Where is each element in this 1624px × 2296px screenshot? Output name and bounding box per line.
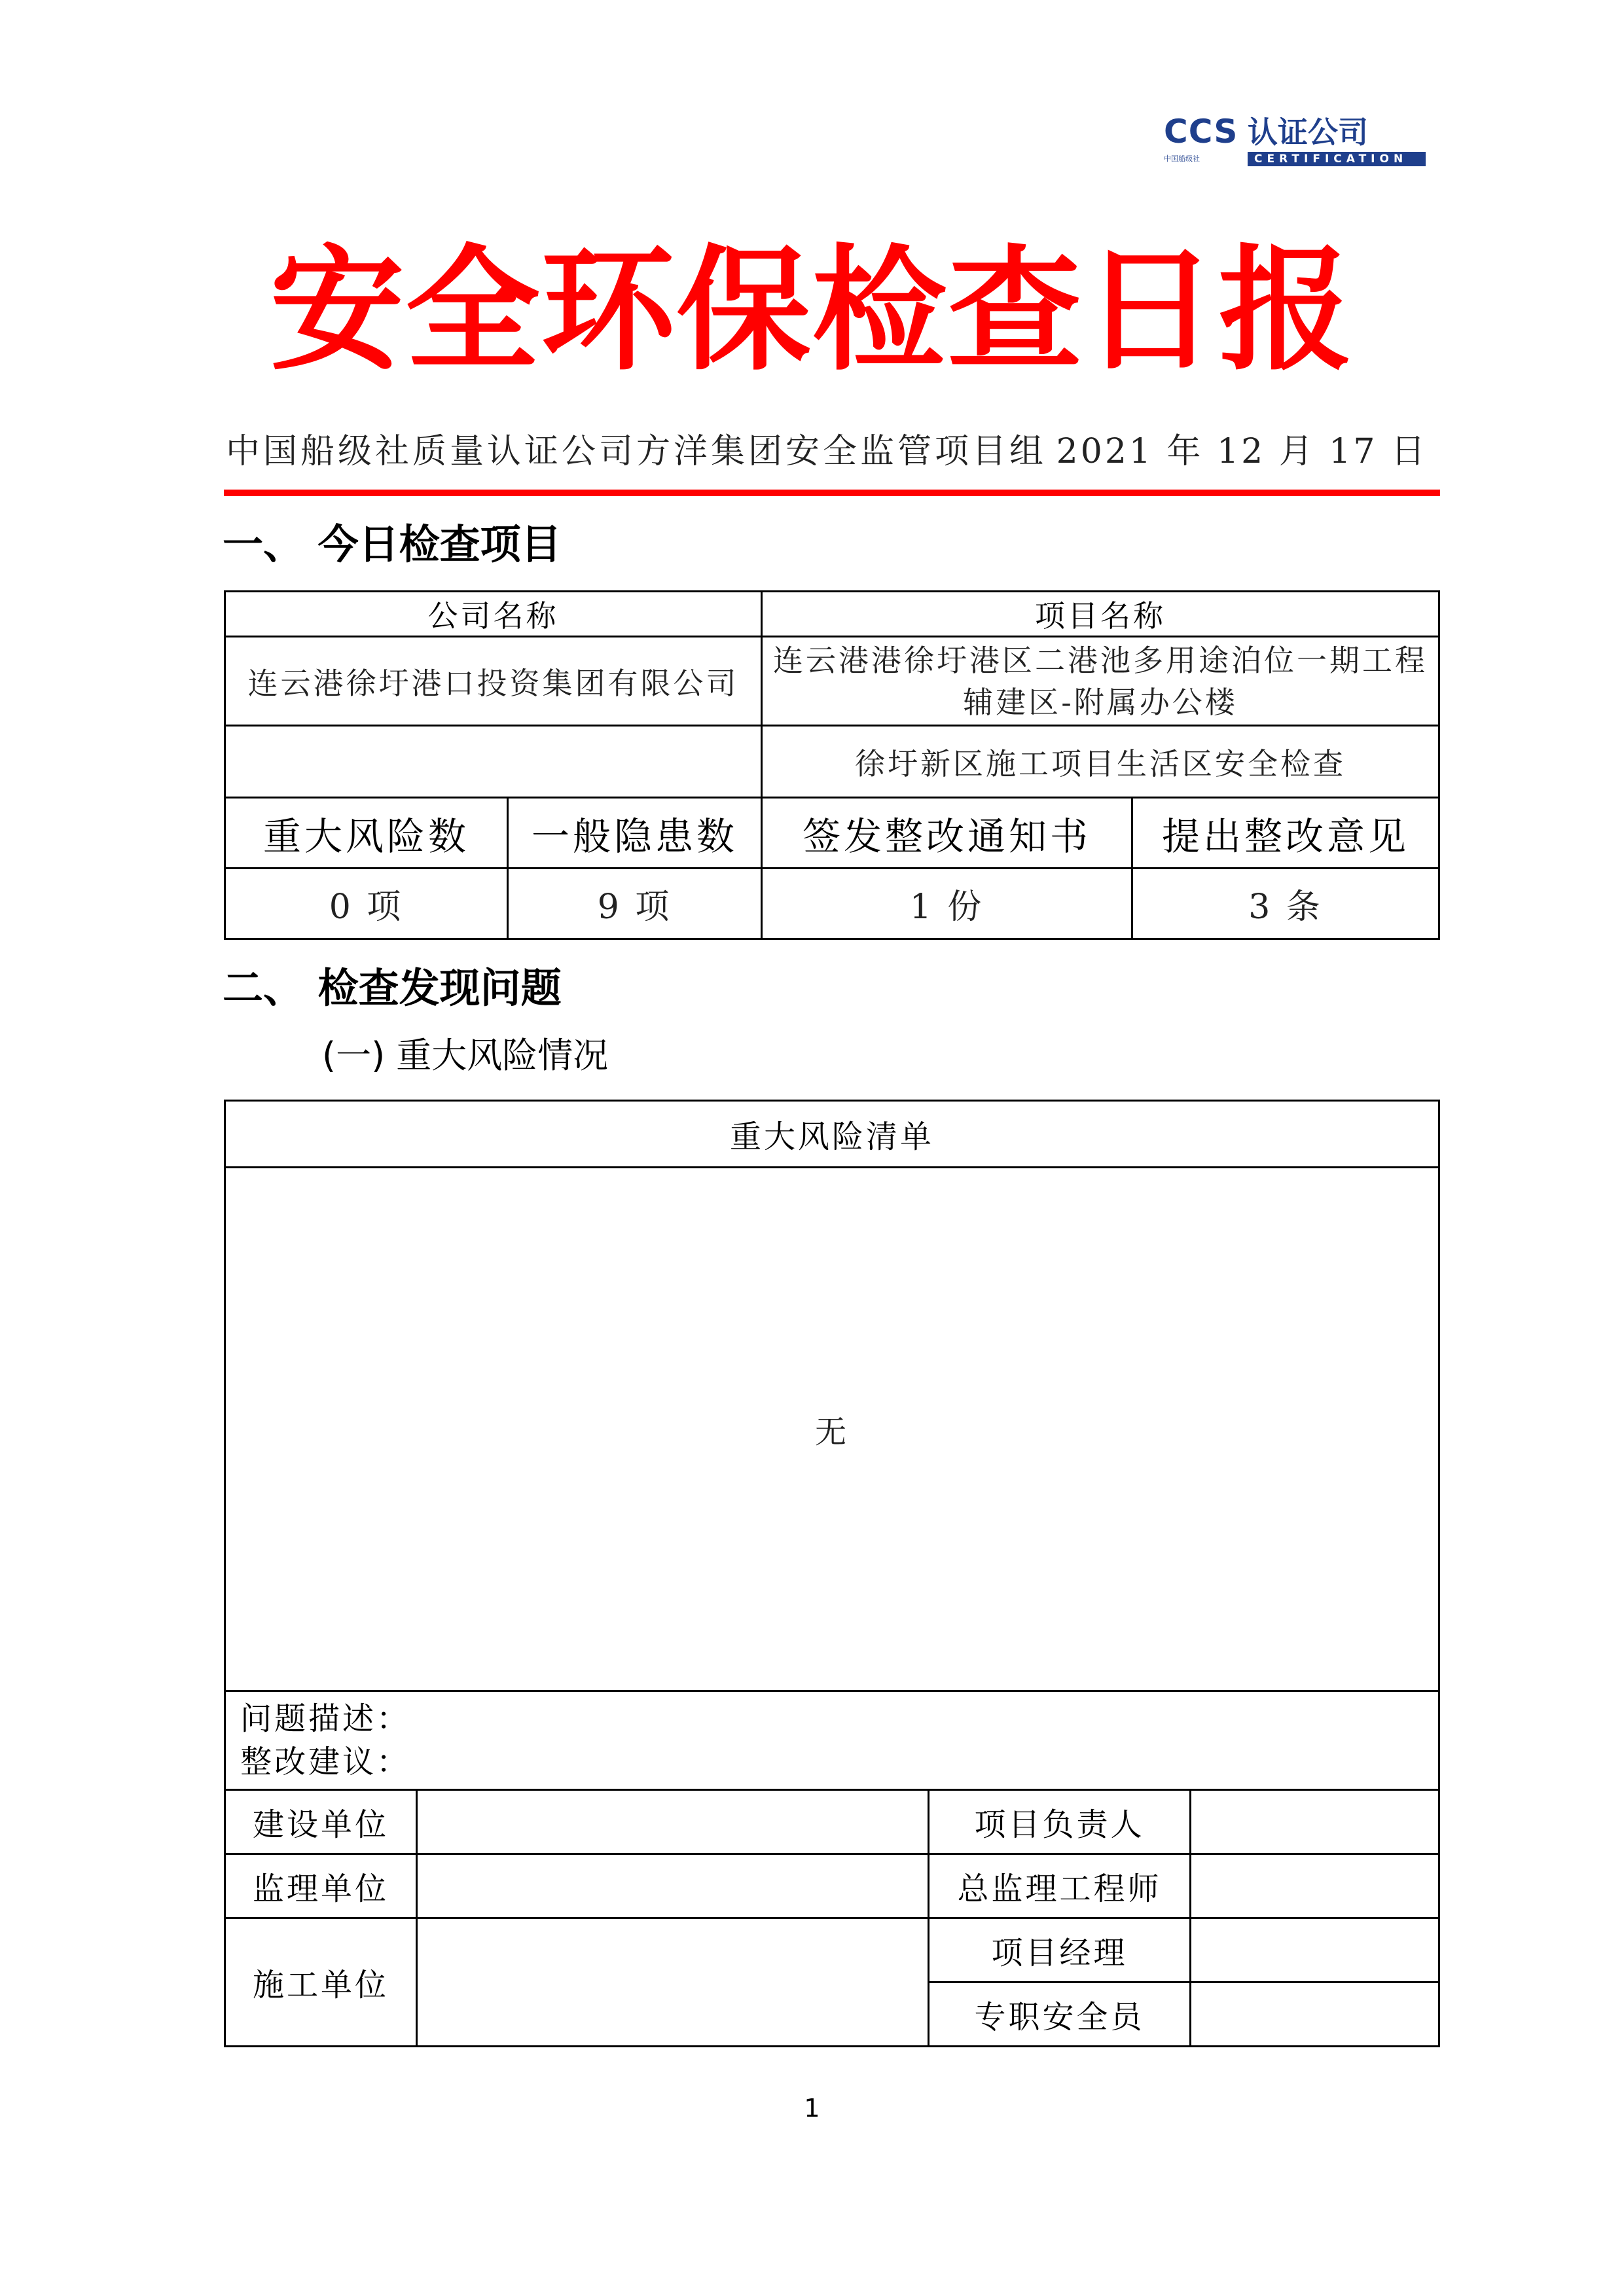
rectification-opinion-header: 提出整改意见 [1132, 798, 1439, 869]
contractor-unit-value [417, 1918, 929, 2047]
major-risk-count: 0 项 [225, 869, 508, 939]
general-hazard-count: 9 项 [508, 869, 762, 939]
organization-line: 中国船级社质量认证公司方洋集团安全监管项目组 [226, 432, 1047, 471]
major-risk-subheading: (一) 重大风险情况 [322, 1035, 609, 1076]
project-manager-value [1191, 1918, 1439, 1982]
safety-officer-label: 专职安全员 [929, 1982, 1191, 2047]
supervision-unit-value [417, 1854, 929, 1918]
project-name-cell-2: 徐圩新区施工项目生活区安全检查 [762, 726, 1439, 798]
logo-name-en: CERTIFICATION [1254, 152, 1408, 166]
problem-description-label: 问题描述： [240, 1700, 411, 1737]
company-name-cell-2 [225, 726, 762, 798]
chief-supervisor-label: 总监理工程师 [929, 1854, 1191, 1918]
supervision-unit-label: 监理单位 [225, 1854, 417, 1918]
page-number: 1 [804, 2094, 820, 2123]
major-risk-list-content: 无 [225, 1168, 1439, 1691]
section-1-heading: 一、 今日检查项目 [223, 520, 562, 568]
report-date: 2021 年 12 月 17 日 [1056, 432, 1428, 471]
rectification-suggestion-label: 整改建议： [240, 1744, 411, 1780]
chief-supervisor-value [1191, 1854, 1439, 1918]
logo-brand: CCS [1164, 113, 1238, 151]
construction-unit-label: 建设单位 [225, 1790, 417, 1854]
inspection-items-table [224, 590, 1440, 940]
rectification-notice-header: 签发整改通知书 [762, 798, 1132, 869]
red-divider [224, 490, 1440, 496]
rectification-opinion-count: 3 条 [1132, 869, 1439, 939]
report-title: 安全环保检查日报 [270, 233, 1354, 389]
logo-name-cn: 认证公司 [1248, 115, 1368, 150]
company-name-header: 公司名称 [225, 592, 762, 637]
company-name-cell: 连云港徐圩港口投资集团有限公司 [225, 637, 762, 726]
rectification-notice-count: 1 份 [762, 869, 1132, 939]
project-leader-value [1191, 1790, 1439, 1854]
project-manager-label: 项目经理 [929, 1918, 1191, 1982]
major-risk-count-header: 重大风险数 [225, 798, 508, 869]
contractor-unit-label: 施工单位 [225, 1918, 417, 2047]
problem-description-cell [225, 1691, 1439, 1790]
logo-bar [1248, 152, 1426, 166]
major-risk-table [224, 1100, 1440, 2047]
logo-sub-cn: 中国船级社 [1164, 154, 1200, 163]
major-risk-list-title: 重大风险清单 [225, 1101, 1439, 1168]
ccs-logo [1164, 113, 1426, 168]
general-hazard-count-header: 一般隐患数 [508, 798, 762, 869]
project-name-cell: 连云港港徐圩港区二港池多用途泊位一期工程辅建区-附属办公楼 [762, 637, 1439, 726]
section-2-heading: 二、 检查发现问题 [223, 964, 562, 1012]
project-leader-label: 项目负责人 [929, 1790, 1191, 1854]
project-name-header: 项目名称 [762, 592, 1439, 637]
construction-unit-value [417, 1790, 929, 1854]
safety-officer-value [1191, 1982, 1439, 2047]
